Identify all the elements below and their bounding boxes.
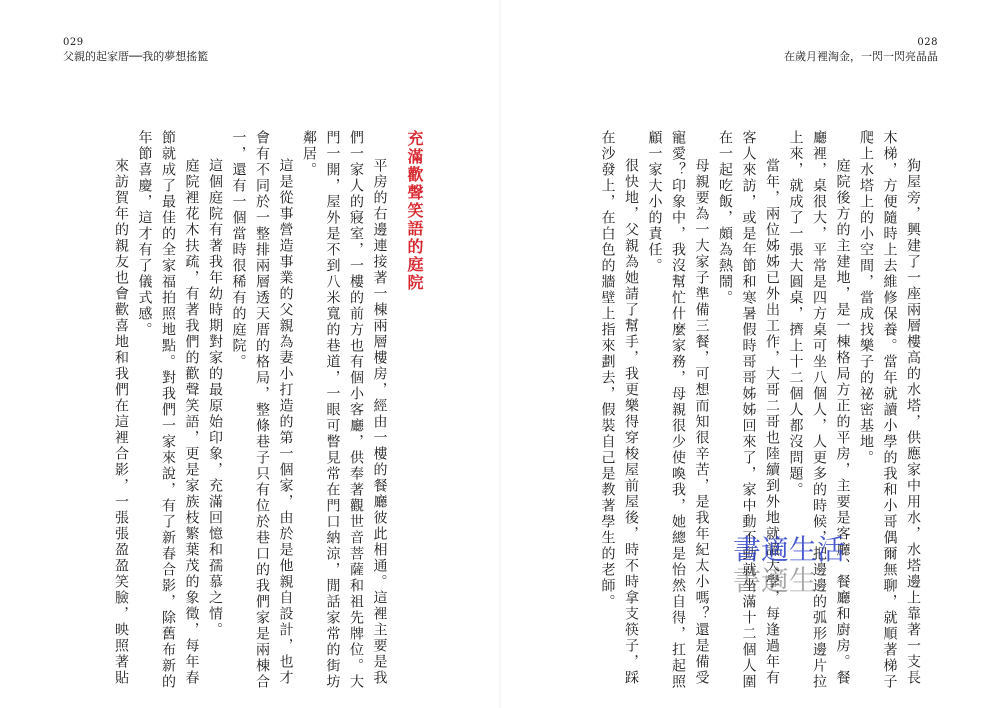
paragraph: 平房的右邊連接著一棟兩層樓房，經由一樓的餐廳彼此相通。這裡主要是我們一家人的寢室，一樓的前方也有個小客廳，供奉著觀世音菩薩和祖先牌位。大門一開，屋外是不到八米寬的巷道，一眼可瞥見常在門口納涼，閒話家常的街坊鄰居。	[301, 130, 388, 690]
paragraph: 來訪賀年的親友也會歡喜地和我們在這裡合影，一張張盈盈笑臉，映照著貼	[113, 158, 129, 686]
right-running-title: 在歲月裡淘金，一閃一閃亮晶晶	[784, 50, 938, 63]
paragraph: 當年，兩位姊姊已外出工作，大哥二哥也陸續到外地就讀大學，每逢過年有客人來訪，或是年節和寒暑假時哥哥姊姊回來了，家中動不動就坐滿十二個人圍在一起吃飯，頗為熱鬧。	[717, 130, 780, 690]
right-page-body	[578, 130, 924, 690]
paragraph: 這個庭院有著我年幼時期對家的最原始印象，充滿回憶和孺慕之情。	[207, 158, 223, 638]
page-gutter	[499, 0, 501, 708]
watermark-shadow: 書適生	[733, 564, 818, 597]
watermark-logo: 書適生活	[733, 533, 846, 566]
paragraph: 庭院後方的主建地，是一棟格局方正的平房，主要是客廳、餐廳和廚房。餐廳裡，桌很大，平常是四方桌可坐八個人，人更多的時候，把邊邊的弧形邊片拉上來，就成了一張大圓桌，擠上十二個人都沒問題。	[787, 130, 851, 690]
left-page-body	[60, 130, 430, 690]
right-page-header	[784, 36, 938, 64]
paragraph: 狗屋旁，興建了一座兩層樓高的水塔，供應家中用水，水塔邊上靠著一支長木梯，方便隨時上去維修保養。當年就讀小學的我和小哥偶爾無聊，就順著梯子爬上水塔上的小空間，當成找樂子的祕密基地。	[858, 130, 921, 690]
paragraph: 這是從事營造事業的父親為妻小打造的第一個家，由於是他親自設計，也才會有不同於一整排兩層透天厝的格局，整條巷子只有位於巷口的我們家是兩棟合一，還有一個當時很稀有的庭院。	[230, 130, 294, 690]
paragraph: 很快地，父親為她請了幫手，我更樂得穿梭屋前屋後，時不時拿支筷子，踩在沙發上，在白色的牆壁上指來劃去，假裝自己是教著學生的老師。	[599, 130, 639, 686]
paragraph: 庭院裡花木扶疏，有著我們的歡聲笑語，更是家族枝繁葉茂的象徵，每年春節就成了最佳的全家福拍照地點。對我們一家來說，有了新春合影，除舊布新的年節喜慶，這才有了儀式感。	[136, 130, 200, 690]
section-heading: 充滿歡聲笑語的庭院	[405, 130, 424, 292]
left-page-number: 029	[63, 37, 84, 48]
left-running-title: 父親的起家厝──我的夢想搖籃	[63, 50, 209, 63]
left-page-header	[63, 36, 208, 64]
paragraph: 母親要為一大家子準備三餐，可想而知很辛苦，是我年紀太小嗎？還是備受寵愛？印象中，我沒幫忙什麼家務，母親很少使喚我，她總是怡然自得，扛起照顧一家大小的責任。	[646, 130, 710, 690]
right-page-number: 028	[917, 37, 938, 48]
